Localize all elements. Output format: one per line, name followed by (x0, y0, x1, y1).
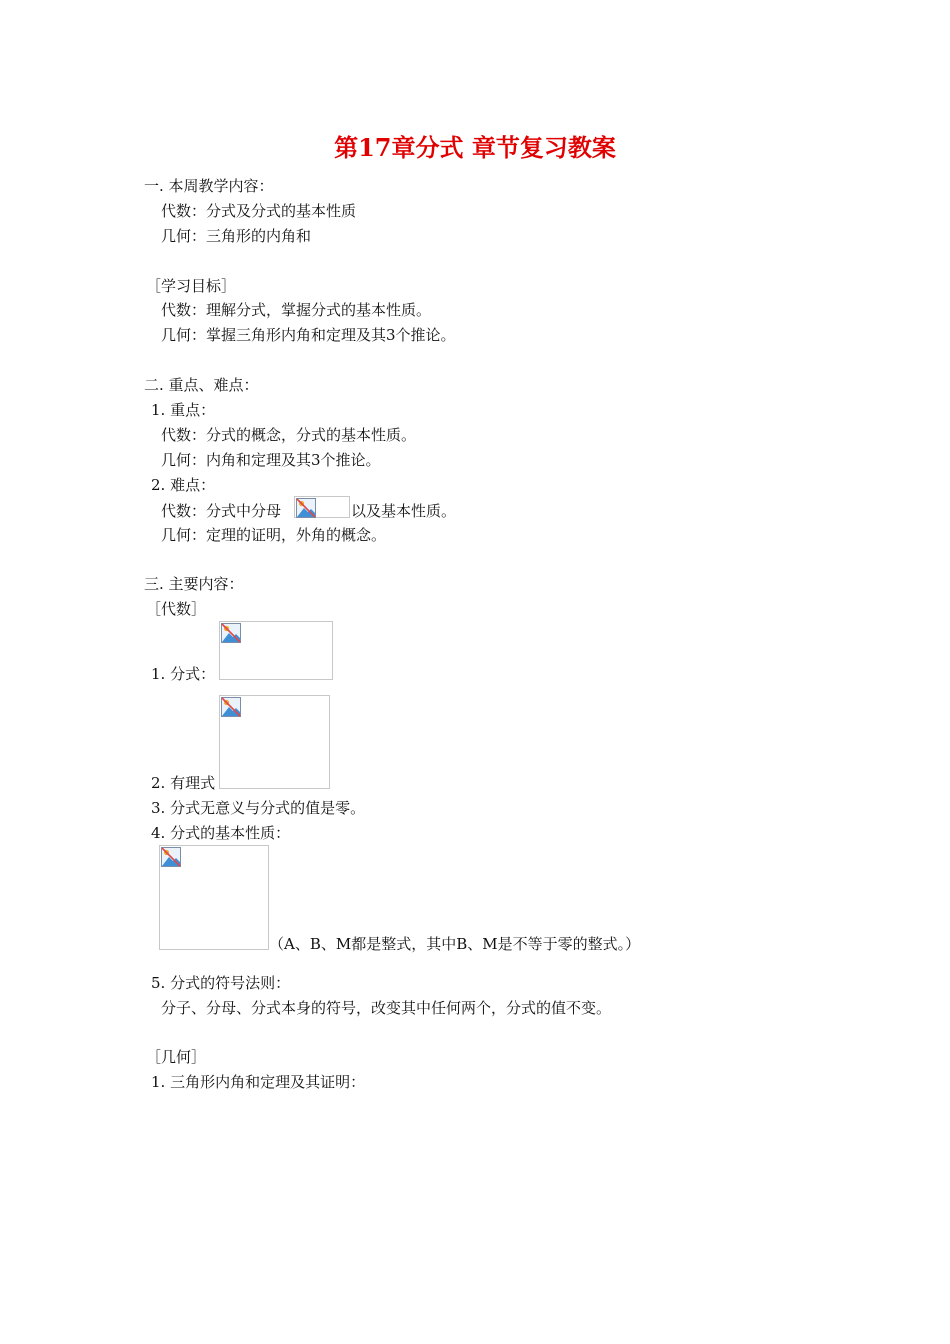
item-5-text: 分子、分母、分式本身的符号，改变其中任何两个，分式的值不变。 (161, 999, 612, 1017)
item-1-fraction: 1. 分式： (151, 665, 216, 683)
rational-expression-image (219, 695, 330, 789)
goals-geometry: 几何：掌握三角形内角和定理及其3个推论。 (161, 326, 456, 344)
basic-property-image (159, 845, 269, 950)
item-5-sign-rule: 5. 分式的符号法则： (151, 974, 291, 992)
section-1-heading: 一. 本周教学内容： (144, 177, 274, 195)
key-points-label: 1. 重点： (151, 401, 216, 419)
fraction-definition-image (219, 621, 333, 680)
difficulties-geometry: 几何：定理的证明，外角的概念。 (161, 526, 387, 544)
geometry-item-1: 1. 三角形内角和定理及其证明： (151, 1073, 366, 1091)
difficulties-algebra-pre: 代数：分式中分母 (161, 502, 282, 520)
difficulties-algebra-post: 以及基本性质。 (351, 502, 457, 520)
goals-algebra: 代数：理解分式，掌握分式的基本性质。 (161, 301, 432, 319)
broken-image-icon (161, 847, 181, 867)
goals-heading: ［学习目标］ (146, 277, 237, 295)
key-points-geometry: 几何：内角和定理及其3个推论。 (161, 451, 381, 469)
broken-image-icon (221, 697, 241, 717)
section-1-geometry: 几何：三角形的内角和 (161, 227, 312, 245)
broken-image-icon (296, 498, 316, 518)
section-3-heading: 三. 主要内容： (144, 575, 244, 593)
broken-image-icon (221, 623, 241, 643)
item-2-rational: 2. 有理式 (151, 774, 216, 792)
key-points-algebra: 代数：分式的概念，分式的基本性质。 (161, 426, 417, 444)
inline-formula-image (294, 496, 350, 518)
section-2-heading: 二. 重点、难点： (144, 376, 259, 394)
item-3-meaningless: 3. 分式无意义与分式的值是零。 (151, 799, 366, 817)
item-4-note: （A、B、M都是整式，其中B、M是不等于零的整式。） (269, 935, 641, 953)
algebra-tag: ［代数］ (146, 600, 207, 618)
section-1-algebra: 代数：分式及分式的基本性质 (161, 202, 357, 220)
item-4-basic-property: 4. 分式的基本性质： (151, 824, 291, 842)
geometry-tag: ［几何］ (146, 1048, 207, 1066)
document-title: 第17章分式 章节复习教案 (334, 133, 616, 162)
difficulties-label: 2. 难点： (151, 476, 216, 494)
